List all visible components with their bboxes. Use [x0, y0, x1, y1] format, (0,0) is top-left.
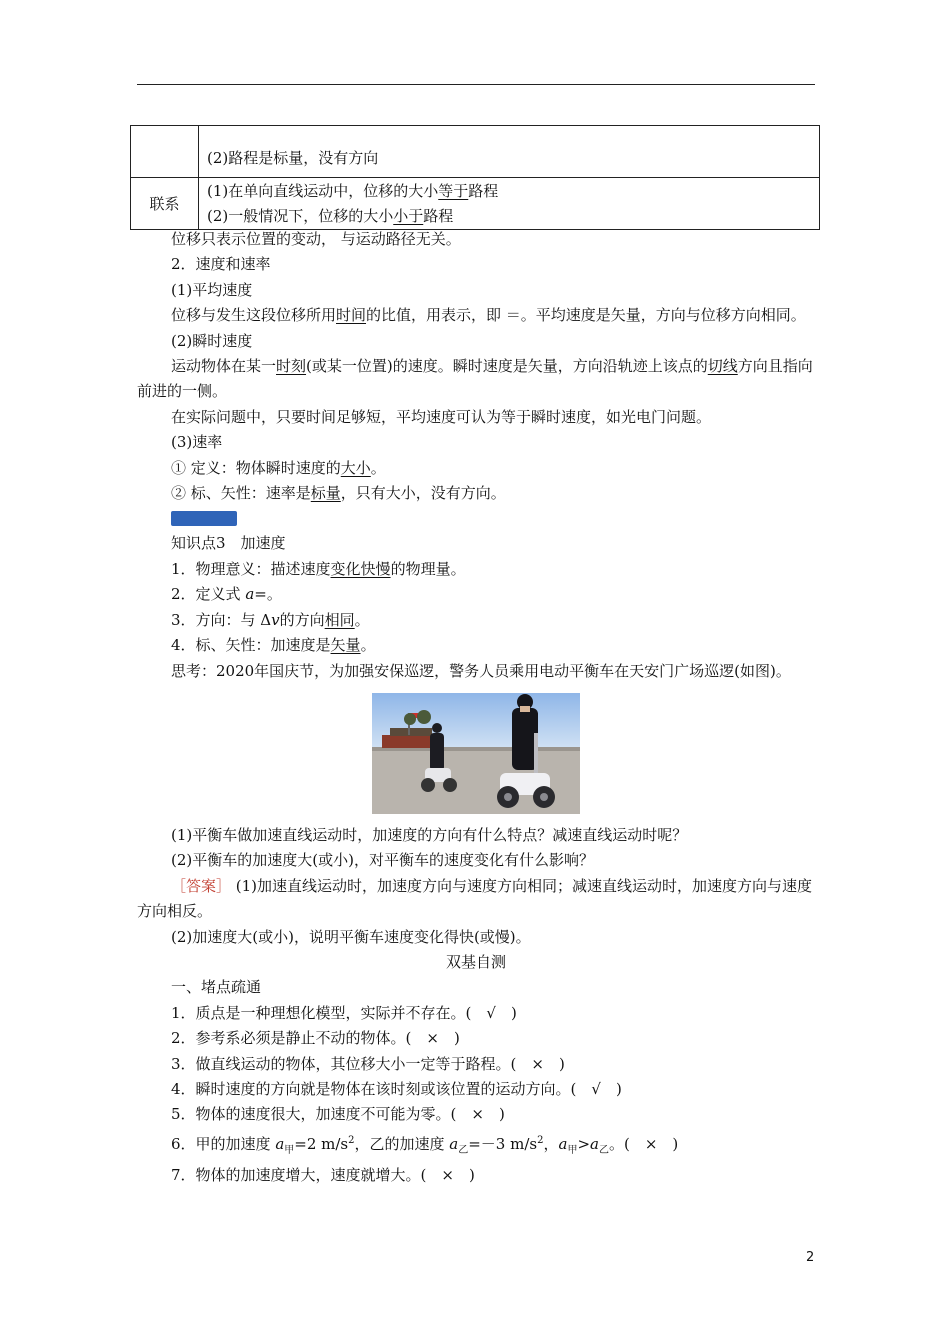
subsection-heading: (2)瞬时速度 [171, 331, 253, 350]
row2-line2 [207, 204, 811, 229]
question-2: (2)平衡车的加速度大(或小)，对平衡车的速度变化有什么影响？ [171, 851, 594, 870]
underlined-term: 变化快慢 [330, 559, 391, 578]
text: (或某一位置)的速度。瞬时速度是矢量，方向沿轨迹上该点的 [306, 357, 708, 376]
text: =－3 m/s [468, 1134, 538, 1153]
symbol: a [558, 1134, 568, 1153]
superscript: 2 [537, 1134, 544, 1146]
table-cell [199, 178, 820, 230]
rate-vector-property [137, 481, 815, 506]
paragraph: 在实际问题中，只要时间足够短，平均速度可认为等于瞬时速度，如光电门问题。 [171, 407, 712, 426]
subscript: 乙 [458, 1144, 469, 1156]
section-heading: 2．速度和速率 [171, 255, 271, 274]
text: 。( × ) [608, 1134, 679, 1153]
paragraph-average-velocity [137, 303, 815, 328]
text: > [577, 1134, 591, 1153]
subsection-heading: (1)平均速度 [171, 280, 253, 299]
row2-label: 联系 [149, 195, 180, 213]
text: ， [543, 1134, 559, 1153]
page-number: 2 [806, 1250, 815, 1265]
table-cell-empty [131, 126, 199, 178]
text: 路程 [468, 181, 499, 200]
acc-meaning [137, 557, 815, 582]
list-item: 1．质点是一种理想化模型，实际并不存在。( √ ) [171, 1003, 517, 1022]
question-1: (1)平衡车做加速直线运动时，加速度的方向有什么特点？减速直线运动时呢？ [171, 825, 688, 844]
comparison-table [130, 125, 820, 230]
text: 。 [360, 636, 376, 655]
subscript: 甲 [567, 1144, 578, 1156]
symbol: a [449, 1134, 459, 1153]
acc-definition [137, 582, 815, 607]
text: 运动物体在某一 [171, 357, 277, 376]
subsection-heading: (3)速率 [171, 433, 223, 452]
content-body [137, 227, 815, 1189]
list-item: 4．瞬时速度的方向就是物体在该时刻或该位置的运动方向。( √ ) [171, 1079, 622, 1098]
knowledge-point-bar [171, 511, 237, 526]
knowledge-point-heading: 知识点3 加速度 [171, 534, 286, 553]
answer-paragraph-2: (2)加速度大(或小)，说明平衡车速度变化得快(或慢)。 [171, 927, 531, 946]
text: ，只有大小，没有方向。 [340, 484, 506, 503]
answer-paragraph [137, 874, 815, 925]
acc-vector-property [137, 633, 815, 658]
subsection-heading: 一、堵点疏通 [171, 978, 262, 997]
text: (1)加速直线运动时，加速度方向与速度方向相同；减速直线运动时，加速度方向与速度方向相反。 [137, 876, 813, 921]
subscript: 乙 [598, 1144, 609, 1156]
table-cell-label [131, 178, 199, 230]
underlined-term: 标量 [310, 484, 341, 503]
text: 的物理量。 [390, 559, 466, 578]
underlined-term: 矢量 [330, 636, 361, 655]
table-cell [199, 126, 820, 178]
answer-tag: ［答案］ [171, 876, 232, 895]
text: 位移与发生这段位移所用 [171, 306, 337, 325]
underlined-term: 切线 [707, 357, 738, 376]
symbol: v [271, 610, 280, 629]
list-item [137, 1128, 815, 1163]
text: =。 [254, 585, 282, 604]
rate-definition [137, 456, 815, 481]
text: ，乙的加速度 [354, 1134, 450, 1153]
underlined-term: 等于 [438, 181, 469, 200]
text: 。 [370, 458, 386, 477]
text: 路程 [423, 206, 454, 225]
text: 的方向 [279, 610, 325, 629]
symbol: a [245, 585, 255, 604]
text: =2 m/s [294, 1134, 349, 1153]
header-rule [137, 84, 815, 85]
segway-patrol-photo [372, 693, 580, 814]
text: 1．物理意义：描述速度 [171, 559, 331, 578]
row1-text: (2)路程是标量，没有方向 [207, 149, 379, 167]
row2-line1 [207, 179, 811, 204]
think-question: 思考：2020年国庆节，为加强安保巡逻，警务人员乘用电动平衡车在天安门广场巡逻(如图)。 [171, 661, 791, 680]
text: 2．定义式 [171, 585, 246, 604]
underlined-term: 大小 [340, 458, 371, 477]
text: 6．甲的加速度 [171, 1134, 276, 1153]
paragraph-instant-velocity [137, 354, 815, 405]
text: 。 [354, 610, 370, 629]
text: 4．标、矢性：加速度是 [171, 636, 331, 655]
table-row [131, 178, 820, 230]
section-title: 双基自测 [445, 952, 506, 971]
list-item: 5．物体的速度很大，加速度不可能为零。( × ) [171, 1105, 505, 1124]
underlined-term: 时间 [336, 306, 367, 325]
underlined-term: 小于 [393, 206, 424, 225]
underlined-term: 相同 [324, 610, 355, 629]
subscript: 甲 [284, 1144, 295, 1156]
symbol: a [590, 1134, 599, 1153]
photo-illustration [372, 693, 580, 814]
text: ② 标、矢性：速率是 [171, 484, 311, 503]
symbol: a [275, 1134, 285, 1153]
text: (1)在单向直线运动中，位移的大小 [207, 181, 439, 200]
acc-direction [137, 608, 815, 633]
text: 方向且指向前进的一侧。 [137, 357, 813, 401]
underlined-term: 时刻 [276, 357, 307, 376]
superscript: 2 [348, 1134, 355, 1146]
paragraph: 位移只表示位置的变动， 与运动路径无关。 [171, 230, 461, 248]
text: (2)一般情况下，位移的大小 [207, 206, 394, 225]
list-item: 2．参考系必须是静止不动的物体。( × ) [171, 1029, 460, 1048]
text: 的比值，用表示，即 ＝。平均速度是矢量，方向与位移方向相同。 [366, 306, 806, 325]
text: 3．方向：与 Δ [171, 610, 272, 629]
list-item: 3．做直线运动的物体，其位移大小一定等于路程。( × ) [171, 1054, 565, 1073]
list-item: 7．物体的加速度增大，速度就增大。( × ) [171, 1166, 475, 1185]
table-row [131, 126, 820, 178]
text: ① 定义：物体瞬时速度的 [171, 458, 341, 477]
